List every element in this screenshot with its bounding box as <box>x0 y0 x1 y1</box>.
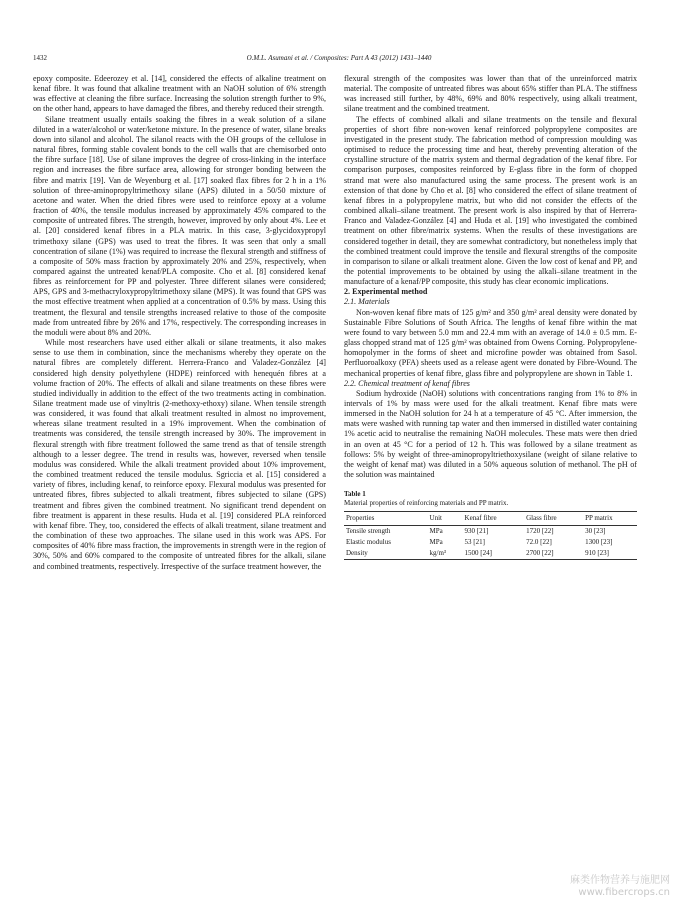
table-header-cell: Unit <box>428 512 463 526</box>
paragraph: epoxy composite. Edeerozey et al. [14], considered the effects of alkaline treatment on kenaf fibre. It was found that alkaline treatment with an NaOH solution of 6% strength was effective at cleaning the fibre surface. Increasing the solution strength further to 9%, on the other hand, appears to have damaged the fibres, and thereby reduced their strength. <box>33 74 326 114</box>
properties-table <box>344 511 637 560</box>
running-header <box>33 52 645 64</box>
watermark <box>570 875 670 899</box>
page-number: 1432 <box>33 54 47 62</box>
table-cell: MPa <box>429 527 443 536</box>
table-cell: 1720 [22] <box>526 527 554 536</box>
watermark-line: www.fibercrops.cn <box>578 887 670 898</box>
table-cell: kg/m³ <box>428 548 463 560</box>
table-cell: 1500 [24] <box>463 548 525 560</box>
table-cell: Elastic modulus <box>346 538 391 547</box>
paragraph: The effects of combined alkali and silane treatments on the tensile and flexural properties of short fibre non-woven kenaf reinforced polypropylene composites are investigated in the present study. The fabrication method of compression moulding was optimised to reduce the processing time and heat, thereby preventing alteration of the crystalline structure of the matrix system and thermal degradation of the kenaf fibre. For comparison purposes, composites reinforced by E-glass fibre in the form of chopped strand mat were also manufactured using the same process. The present work is an extension of that done by Cho et al. [8] who considered the effect of silane treatment of kenaf fibres in a polypropylene matrix, but who did not consider the effects of the combined alkali–silane treatment. The present work is also inspired by that of Herrera-Franco and Valadez-González [4] and Huda et al. [19] who investigated the combined treatment on other fibre/matrix systems. When the results of these investigations are considered together in detail, they are somewhat contradictory, but nonetheless imply that the combined treatment could improve the tensile and flexural strengths of the composite in comparison to silane or alkali treatment alone. Given the low cost of kenaf and PP, and the potential improvements to be obtained by using the alkali–silane treatment in the manufacture of a kenaf/PP composite, this study has clear economic implications. <box>344 114 637 287</box>
table-cell: Density <box>344 548 428 560</box>
table-title: Table 1 <box>344 490 366 499</box>
subsection-heading: 2.1. Materials <box>344 297 390 307</box>
table-header-row <box>344 512 637 526</box>
table-header-cell: Kenaf fibre <box>463 512 525 526</box>
subsection-heading: 2.2. Chemical treatment of kenaf fibres <box>344 378 470 388</box>
table-cell: 53 [21] <box>464 538 485 547</box>
paragraph: flexural strength of the composites was lower than that of the unreinforced matrix material. The composite of untreated fibres was about 65% stiffer than PLA. The stiffness was increased still further, by 48%, 69% and 80% respectively, using alkali treatment, silane treatment and the combined treatment. <box>344 74 637 114</box>
paragraph: Silane treatment usually entails soaking the fibres in a weak solution of a silane diluted in a water/alcohol or water/ketone mixture. In the presence of water, silane breaks down into silanol and alcohol. The silanol reacts with the OH groups of the cellulose in natural fibres, forming stable covalent bonds to the cell walls that are chemisorbed onto the fibre surface [18]. Use of silane improves the degree of cross-linking in the interface region and increases the fibre surface area, allowing for stronger bonding between the fibre and matrix [19]. Van de Weyenburg et al. [17] soaked flax fibres for 2 h in a 1% solution of three-aminopropyltrimethoxy silane (APS) diluted in a 50/50 mixture of acetone and water. When the dried fibres were used to reinforce epoxy at a volume fraction of 40%, the tensile modulus increased by approximately 45% compared to the composite of untreated fibres. The strength, however, improved by only about 4%. Lee et al. [20] considered kenaf fibres in a PLA matrix. In this case, 3-glycidoxypropyl trimethoxy silane (GPS) was used to treat the fibres. It was seen that only a small concentration of silane (1%) was required to increase the flexural strength and stiffness of a composite of 50% mass fraction by approximately 20% and 25%, respectively, when compared against the untreated kenaf/PLA composite. Cho et al. [8] considered kenaf fibres as reinforcement for PP and polyester. Three different silanes were considered; APS, GPS and 3-methacryloxypropyltrimethoxy silane (MPS). It was found that GPS was the most effective treatment when applied at a concentration of 0.5% by mass. Using this treatment, the flexural and tensile strengths increased relative to those of the composite made from untreated fibre by 26% and 17%, respectively. The corresponding increases in the moduli were about 8% and 20%. <box>33 114 326 337</box>
right-column <box>344 74 637 560</box>
paragraph: Sodium hydroxide (NaOH) solutions with concentrations ranging from 1% to 8% in intervals of 1% by mass were used for the alkali treatment. Kenaf fibre mats were immersed in the NaOH solution for 24 h at a temperature of 45 °C. After immersion, the mats were washed with running tap water and then immersed in distilled water containing 1% acetic acid to neutralise the remaining NaOH molecules. These mats were then dried in an oven at 45 °C for a period of 12 h. This was followed by a silane treatment as follows: 5% by weight of three-aminopropyltriethoxysilane (weight of silane relative to the weight of kenaf mat) was diluted in a 50% aqueous solution of methanol. The pH of the solution was maintained <box>344 388 637 480</box>
table-cell: MPa <box>429 538 443 547</box>
table-row <box>344 537 637 548</box>
table-header-cell: Glass fibre <box>524 512 583 526</box>
paragraph: While most researchers have used either alkali or silane treatments, it also makes sense to use them in combination, since the mechanisms whereby they operate on the natural fibres are completely different. Herrera-Franco and Valadez-González [4] considered high density polyethylene (HDPE) reinforced with henequén fibres at a volume fraction of 20%. The effects of alkali and silane treatments on these fibres were studied individually in addition to the effect of the two treatments acting in combination. Silane treatment made use of vinyltris (2-methoxy-ethoxy) silane. When tensile strength was considered, it was found that alkali treatment resulted in almost no improvement, whereas silane treatment resulted in a 19% improvement. When the combination of treatments was considered, the tensile strength increased by 30%. The improvement in flexural strength with fibre treatment followed the same trend as that of tensile strength although to a lesser degree. The trend in results was, however, reversed when tensile modulus was considered. While the alkali treatment provided about 10% improvement, the combined treatment reduced the tensile modulus. Sgriccia et al. [15] considered a variety of fibres, including kenaf, to reinforce epoxy. Flexural modulus was presented for untreated fibres, fibres subjected to alkali treatment, fibres subjected to silane (GPS) treatment and fibres given the combined treatment. No significant trend dependent on fibre treatment is apparent in these results. Huda et al. [19] considered PLA reinforced with kenaf fibre. They, too, considered the effects of alkali treatment, silane treatment and the combination of these two approaches. The silane used in this work was APS. For composites of 40% fibre mass fraction, the improvements in strength were in the region of 30%, 50% and 60% compared to the composite of untreated fibres for the alkali, silane and combined treatments, respectively. Irrespective of the surface treatment however, the <box>33 338 326 571</box>
table-cell: 1300 [23] <box>585 538 613 547</box>
section-heading: 2. Experimental method <box>344 287 428 297</box>
paragraph: Non-woven kenaf fibre mats of 125 g/m² and 350 g/m² areal density were donated by Sustainable Fibre Solutions of South Africa. The lengths of kenaf fibre within the mat were found to vary between 5.0 mm and 22.4 mm with an average of 14.0 ± 0.5 mm. E-glass chopped strand mat of 125 g/m² was obtained from Owens Corning. Polypropylene-homopolymer in the forms of sheet and microfine powder was obtained from Sasol. Perfluoroalkoxy (PFA) sheets used as a release agent were donated by Fibre-Wound. The mechanical properties of kenaf fibre, glass fibre and polypropylene are shown in Table 1. <box>344 307 637 378</box>
watermark-line: 麻类作物营养与施肥网 <box>570 875 670 886</box>
table-cell: Tensile strength <box>346 527 391 536</box>
table-cell: 930 [21] <box>464 527 489 536</box>
table-header-cell: PP matrix <box>583 512 637 526</box>
table-cell: 30 [23] <box>585 527 606 536</box>
table-caption: Material properties of reinforcing materials and PP matrix. <box>344 499 509 508</box>
table-cell: 910 [23] <box>583 548 637 560</box>
table-1 <box>344 490 637 560</box>
table-header-cell: Properties <box>344 512 428 526</box>
table-cell: 2700 [22] <box>524 548 583 560</box>
table-row <box>344 526 637 538</box>
table-cell: 72.0 [22] <box>526 538 552 547</box>
table-row <box>344 548 637 560</box>
journal-citation: O.M.L. Asumani et al. / Composites: Part A 43 (2012) 1431–1440 <box>246 54 432 62</box>
left-column <box>33 74 326 572</box>
